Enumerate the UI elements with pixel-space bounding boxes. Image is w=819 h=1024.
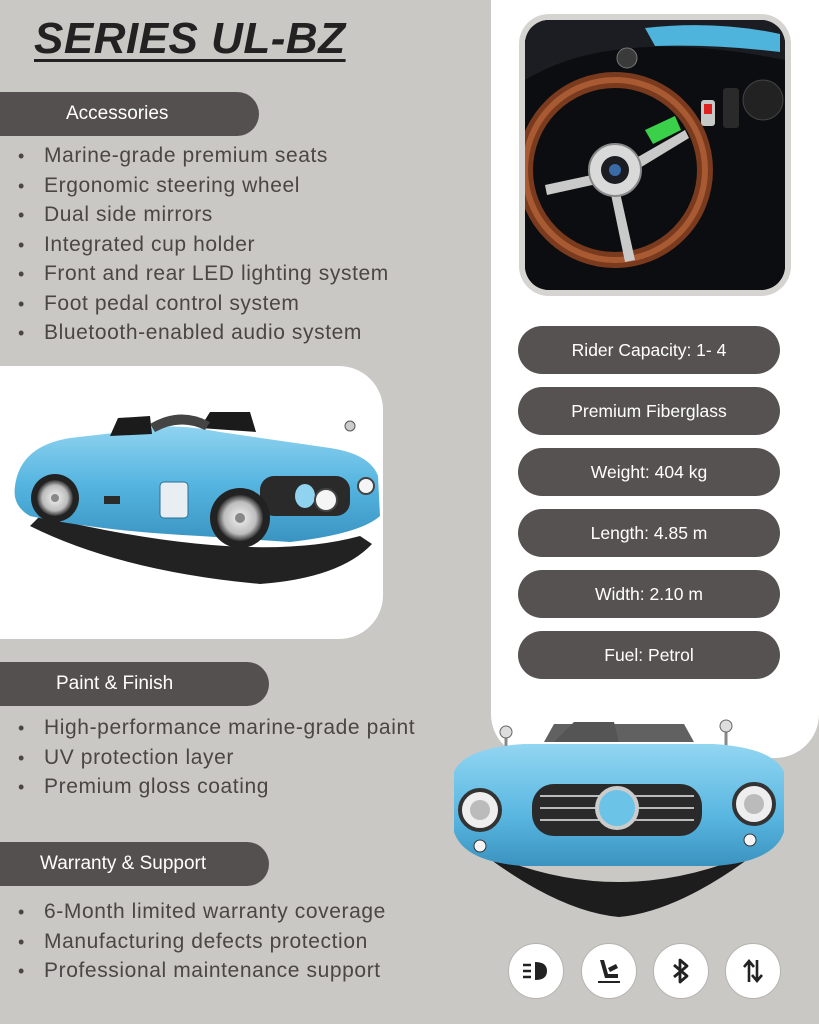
list-item: • High-performance marine-grade paint [18,713,415,743]
warranty-heading: Warranty & Support [0,842,269,886]
list-item: • Dual side mirrors [18,200,389,230]
car-side-panel [0,366,383,639]
list-item: • Marine-grade premium seats [18,141,389,171]
spec-fuel: Fuel: Petrol [518,631,780,679]
bluetooth-icon [653,943,709,999]
list-item: • Bluetooth-enabled audio system [18,318,389,348]
spec-weight: Weight: 404 kg [518,448,780,496]
car-side-photo [0,366,383,639]
warranty-list [18,897,386,986]
seat-icon [581,943,637,999]
list-item: • Foot pedal control system [18,289,389,319]
spec-material: Premium Fiberglass [518,387,780,435]
steering-wheel-photo [525,20,785,290]
list-item: • 6-Month limited warranty coverage [18,897,386,927]
list-item: • Integrated cup holder [18,230,389,260]
accessories-list [18,141,389,348]
page-title: SERIES UL-BZ [34,14,346,63]
accessories-heading: Accessories [0,92,259,136]
headlight-icon [508,943,564,999]
spec-length: Length: 4.85 m [518,509,780,557]
paint-list [18,713,415,802]
list-item: • Premium gloss coating [18,772,415,802]
list-item: • UV protection layer [18,743,415,773]
spec-width: Width: 2.10 m [518,570,780,618]
list-item: • Manufacturing defects protection [18,927,386,957]
list-item: • Front and rear LED lighting system [18,259,389,289]
steering-wheel-photo-frame [519,14,791,296]
car-front-photo [444,712,794,922]
up-down-arrows-icon [725,943,781,999]
spec-rider-capacity: Rider Capacity: 1- 4 [518,326,780,374]
list-item: • Ergonomic steering wheel [18,171,389,201]
list-item: • Professional maintenance support [18,956,386,986]
paint-heading: Paint & Finish [0,662,269,706]
